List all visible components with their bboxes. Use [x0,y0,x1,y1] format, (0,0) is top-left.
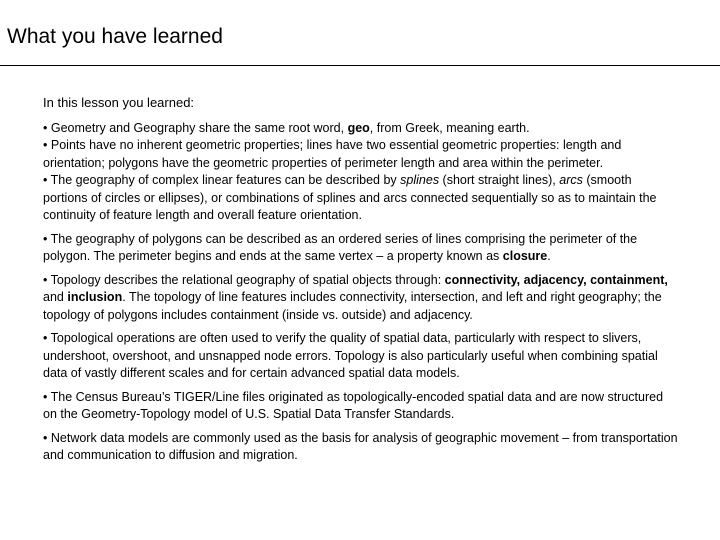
bullet-emphasis: connectivity, adjacency, containment, [444,272,668,287]
bullet-marker: • [43,430,48,445]
bullet-text: (short straight lines), [439,173,560,187]
bullet-item-linear-features [43,172,678,225]
bullet-text: , from Greek, meaning earth. [369,120,530,135]
bullet-marker: • [43,173,48,187]
bullet-text: The Census Bureau’s TIGER/Line files originated as topologically-encoded spatial data and are now structured on the Geometry-Topology model of U.S. Spatial Data Transfer Standards. [43,389,664,421]
bullet-emphasis: arcs [559,173,583,187]
bullet-item-geo [43,120,678,138]
bullet-emphasis: geo [347,120,370,135]
bullet-marker: • [43,331,48,345]
bullet-marker: • [43,272,48,287]
content-body [43,94,678,471]
bullet-text: The geography of complex linear features can be described by [50,173,401,187]
bullet-marker: • [43,389,48,404]
bullet-item-geometric-properties [43,137,678,172]
slide-title: What you have learned [7,25,223,48]
bullet-item-tiger-line [43,389,678,424]
bullet-text: The geography of polygons can be described as an ordered series of lines comprising the perimeter of the polygon. The perimeter begins and ends at the same vertex – a property known as [43,231,638,263]
bullet-text: Topology describes the relational geography of spatial objects through: [50,272,445,287]
intro-text: In this lesson you learned: [43,95,195,110]
bullet-marker: • [43,231,48,246]
bullet-item-network-models [43,430,678,465]
bullet-text: . [547,249,551,263]
bullet-marker: • [43,120,48,135]
bullet-text: Geometry and Geography share the same root word, [50,120,348,135]
bullet-text: . The topology of line features includes connectivity, intersection, and left and right geography; the topology of polygons includes containment (inside vs. outside) and adjacency. [43,290,662,322]
bullet-item-topological-operations [43,330,678,383]
bullet-emphasis: inclusion [67,290,123,304]
bullet-emphasis: closure [502,249,548,263]
bullet-text: Network data models are commonly used as the basis for analysis of geographic movement – from transportation and communication to diffusion and migration. [43,430,678,462]
title-divider [0,65,720,66]
bullet-text: Topological operations are often used to verify the quality of spatial data, particularly with respect to slivers, undershoot, overshoot, and unsnapped node errors. Topology is also particularly useful when combining spatial data of vastly different scales and for certain advanced spatial data models. [43,331,658,380]
bullet-item-polygons [43,231,678,266]
bullet-marker: • [43,138,48,152]
bullet-item-topology [43,272,678,325]
bullet-text: (smooth portions of circles or ellipses), or combinations of splines and arcs connected sequentially so as to maintain the continuity of feature length and overall feature orientation. [43,173,657,222]
bullet-text: Points have no inherent geometric properties; lines have two essential geometric properties: length and orientation; polygons have the geometric properties of perimeter length and area within the perimeter. [43,138,622,170]
bullet-text: and [43,290,68,304]
bullet-emphasis: splines [400,173,440,187]
